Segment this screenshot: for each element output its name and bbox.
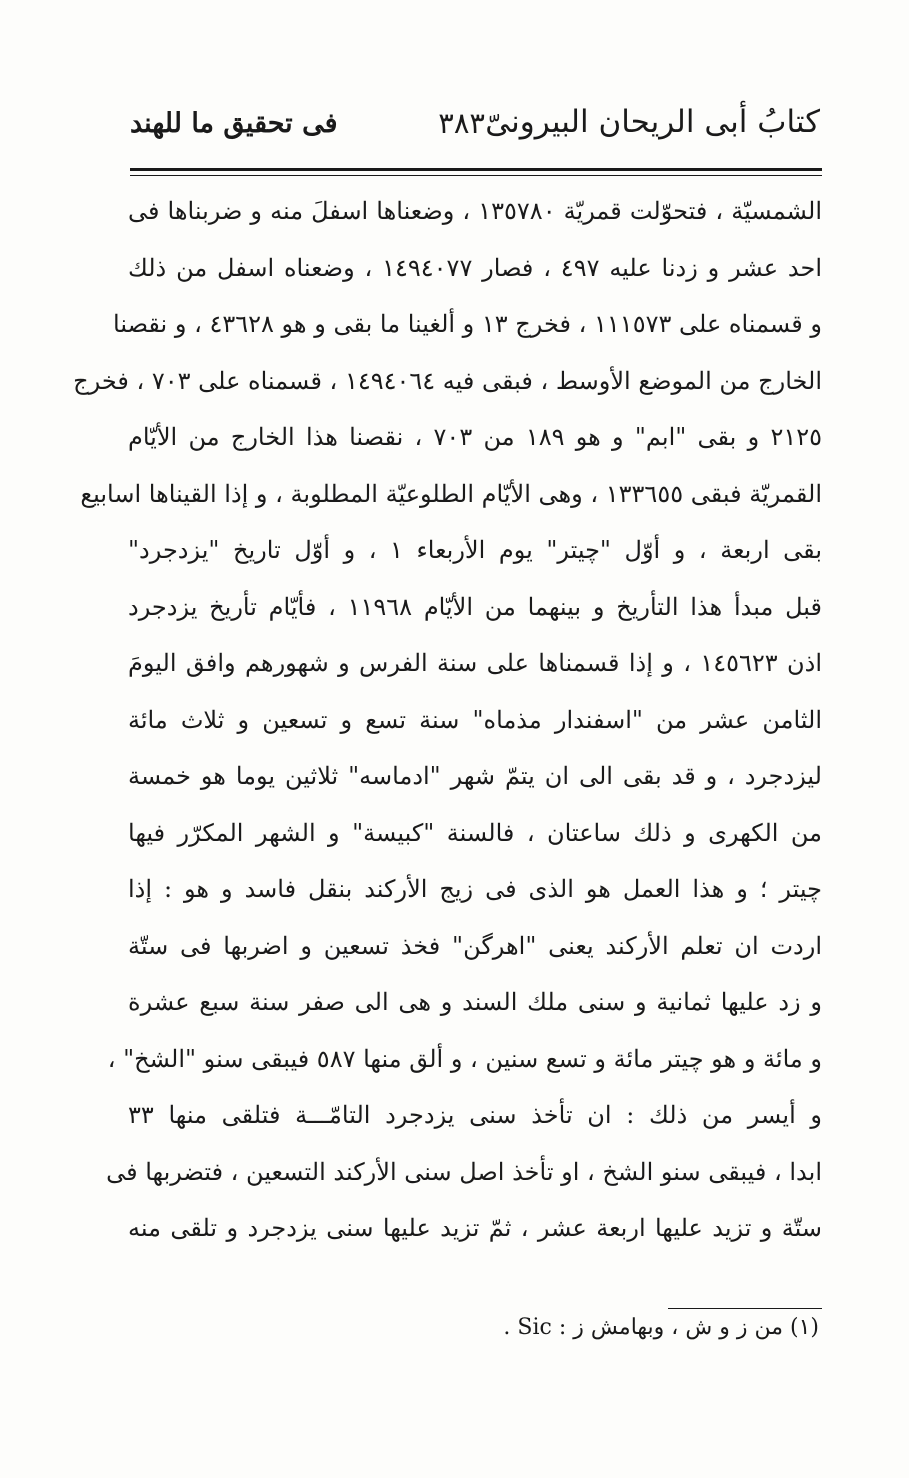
text-line: اردت ان تعلم الأركند يعنى "اهرگن" فخذ تسعين و اضربها فى ستّة: [128, 931, 822, 960]
body-text: [73, 183, 823, 1257]
text-line: القمريّة فبقى ١٣٣٦٥٥ ، وهى الأيّام الطلوعيّة المطلوبة ، و إذا القيناها اسابيع: [80, 479, 822, 508]
text-line: من الكهرى و ذلك ساعتان ، فالسنة "كبيسة" و الشهر المكرّر فيها: [128, 818, 822, 847]
text-line: الشمسيّة ، فتحوّلت قمريّة ١٣٥٧٨٠ ، وضعناها اسفلَ منه و ضربناها فى: [128, 197, 822, 225]
text-line: و مائة و هو چيتر مائة و تسع سنين ، و ألق منها ٥٨٧ فيبقى سنو "الشخ" ،: [107, 1044, 822, 1073]
header-rule-thick: [130, 168, 822, 171]
page-number: ٣٨٣: [438, 106, 485, 140]
text-line: بقى اربعة ، و أوّل "چيتر" يوم الأربعاء ١ ، و أوّل تاريخ "يزدجرد": [128, 536, 822, 564]
running-header: [130, 98, 820, 160]
work-title: فى تحقيق ما للهند: [130, 108, 338, 139]
text-line: و زد عليها ثمانية و سنى ملك السند و هى الى صفر سنة سبع عشرة: [128, 988, 822, 1016]
text-line: احد عشر و زدنا عليه ٤٩٧ ، فصار ١٤٩٤٠٧٧ ، وضعناه اسفل من ذلك: [128, 253, 822, 282]
text-line: چيتر ؛ و هذا العمل هو الذى فى زيج الأركند بنقل فاسد و هو : إذا: [128, 875, 822, 903]
text-line: الخارج من الموضع الأوسط ، فبقى فيه ١٤٩٤٠٦٤ ، قسمناه على ٧٠٣ ، فخرج: [73, 366, 822, 395]
header-rule-thin: [130, 175, 822, 176]
footnote: (١) من ز و ش ، وبهامش ز : Sic .: [503, 1315, 819, 1340]
text-line: اذن ١٤٥٦٢٣ ، و إذا قسمناها على سنة الفرس و شهورهم وافق اليومَ: [128, 649, 823, 677]
book-title: كتابُ أبى الريحان البيرونىّ: [485, 104, 820, 140]
text-line: ليزدجرد ، و قد بقى الى ان يتمّ شهر "ادماسه" ثلاثين يوما هو خمسة: [128, 762, 822, 790]
text-line: و أيسر من ذلك : ان تأخذ سنى يزدجرد التامّـــة فتلقى منها ٣٣: [128, 1101, 822, 1129]
text-line: قبل مبدأ هذا التأريخ و بينهما من الأيّام ١١٩٦٨ ، فأيّام تأريخ يزدجرد: [128, 592, 823, 621]
text-line: ابدا ، فيبقى سنو الشخ ، او تأخذ اصل سنى الأركند التسعين ، فتضربها فى: [106, 1157, 822, 1186]
text-line: و قسمناه على ١١١٥٧٣ ، فخرج ١٣ و ألغينا ما بقى و هو ٤٣٦٢٨ ، و نقصنا: [113, 310, 822, 338]
text-line: ستّة و تزيد عليها اربعة عشر ، ثمّ تزيد عليها سنى يزدجرد و تلقى منه: [128, 1214, 822, 1242]
text-line: الثامن عشر من "اسفندار مذماه" سنة تسع و تسعين و ثلاث مائة: [128, 705, 822, 734]
text-line: ٢١٢٥ و بقى "ابم" و هو ١٨٩ من ٧٠٣ ، نقصنا هذا الخارج من الأيّام: [128, 423, 822, 451]
